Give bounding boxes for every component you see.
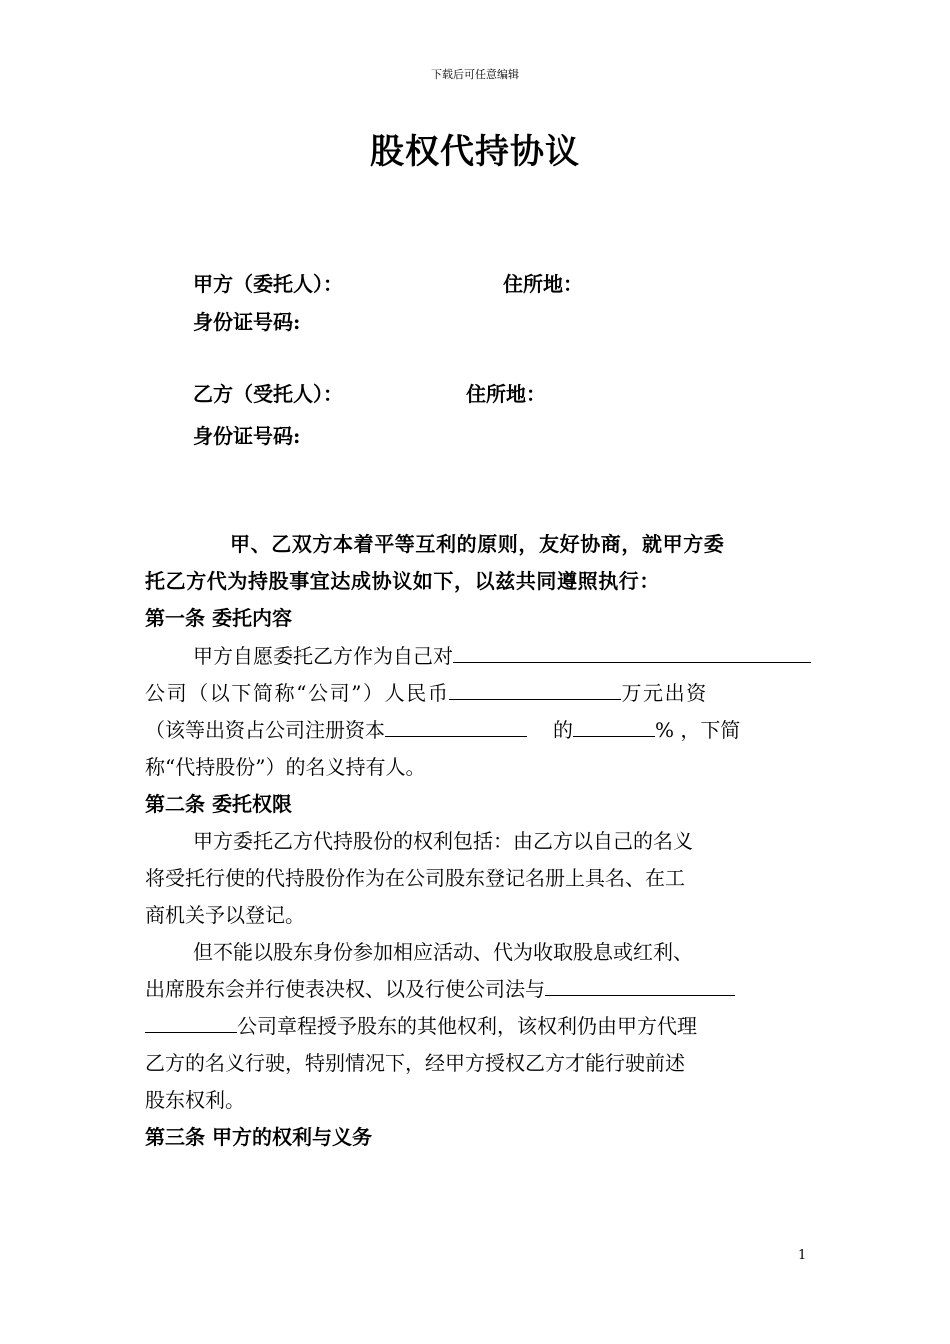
article-1-text-3a: （该等出资占公司注册资本 — [145, 718, 385, 742]
party-a-label: 甲方（委托人）： — [193, 272, 343, 296]
party-b-id-label: 身份证号码: — [193, 424, 301, 448]
article-2-p2-line-2 — [145, 971, 735, 1008]
intro-line-1: 甲、乙双方本着平等互利的原则，友好协商，就甲方委 — [230, 532, 725, 556]
article-2-p1-line-3: 商机关予以登记。 — [145, 903, 305, 927]
article-2-p1-line-2: 将受托行使的代持股份作为在公司股东登记名册上具名、在工 — [145, 866, 685, 890]
document-title: 股权代持协议 — [370, 132, 580, 172]
article-1-line-4: 称“代持股份”）的名义持有人。 — [145, 755, 426, 779]
article-3-heading: 第三条 甲方的权利与义务 — [145, 1125, 372, 1149]
party-a-address-label: 住所地： — [503, 272, 583, 296]
article-1-line-3 — [145, 712, 740, 749]
law-name-blank-continued[interactable] — [145, 1010, 237, 1033]
party-b-label: 乙方（受托人）： — [193, 382, 343, 406]
article-2-p2-line-5: 股东权利。 — [145, 1088, 245, 1112]
article-2-p1-line-1: 甲方委托乙方代持股份的权利包括：由乙方以自己的名义 — [193, 829, 693, 853]
law-name-blank[interactable] — [545, 973, 735, 996]
article-2-p2-line-1: 但不能以股东身份参加相应活动、代为收取股息或红利、 — [193, 940, 693, 964]
article-2-text-2: 出席股东会并行使表决权、以及行使公司法与 — [145, 977, 545, 1001]
article-2-text-3: 公司章程授予股东的其他权利，该权利仍由甲方代理 — [237, 1014, 697, 1038]
article-1-text-1: 甲方自愿委托乙方作为自己对 — [193, 644, 453, 668]
article-2-heading: 第二条 委托权限 — [145, 792, 292, 816]
page-number: 1 — [798, 1248, 807, 1263]
article-1-line-1 — [193, 638, 811, 675]
article-1-line-2 — [145, 675, 708, 712]
article-2-p2-line-4: 乙方的名义行驶，特别情况下，经甲方授权乙方才能行驶前述 — [145, 1051, 685, 1075]
article-1-text-2a: 公司（以下简称“公司”）人民币 — [145, 681, 450, 705]
article-1-text-3b: 的 — [553, 718, 573, 742]
party-b-address-label: 住所地： — [466, 382, 546, 406]
percentage-blank[interactable] — [573, 714, 655, 737]
article-1-heading: 第一条 委托内容 — [145, 606, 292, 630]
header-note: 下载后可任意编辑 — [431, 68, 519, 81]
company-name-blank[interactable] — [453, 640, 811, 663]
registered-capital-blank[interactable] — [385, 714, 527, 737]
article-2-p2-line-3 — [145, 1008, 697, 1045]
intro-line-2: 托乙方代为持股事宜达成协议如下，以兹共同遵照执行： — [145, 569, 660, 593]
article-1-text-2b: 万元出资 — [621, 681, 708, 705]
article-1-text-3c: % ，下简 — [655, 718, 741, 742]
capital-amount-blank[interactable] — [449, 677, 621, 700]
party-a-id-label: 身份证号码: — [193, 310, 301, 334]
